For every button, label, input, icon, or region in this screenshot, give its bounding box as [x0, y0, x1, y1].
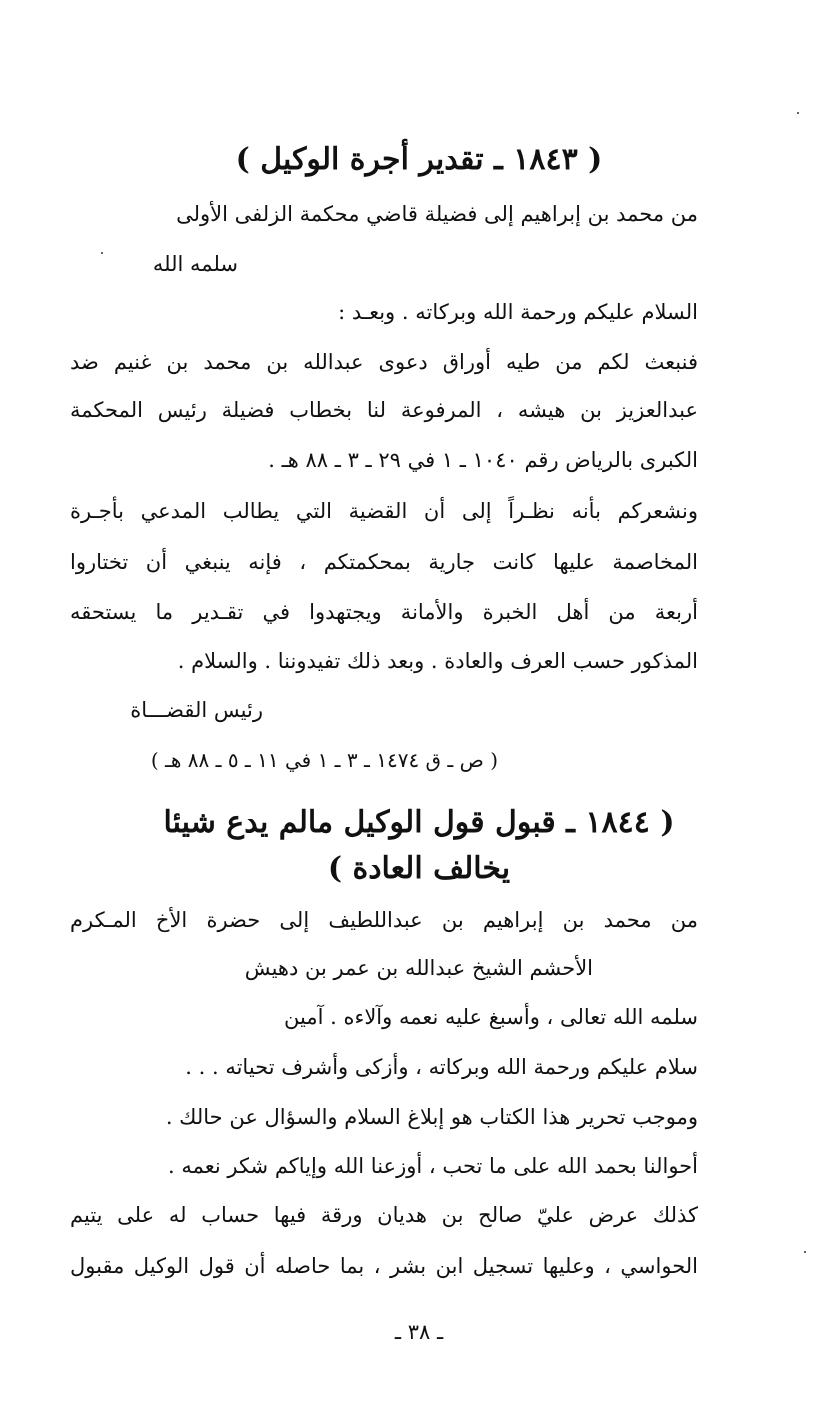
section-1843-heading: ( ١٨٤٣ ـ تقدير أجرة الوكيل ) [235, 142, 603, 177]
scan-speck [804, 1251, 806, 1253]
section-1843-body-line-5: المخاصمة عليها كانت جارية بمحكمتكم ، فإنه ينبغي أن تختاروا [70, 550, 698, 574]
scan-speck [797, 112, 799, 114]
section-1843-body-line-1: فنبعث لكم من طيه أوراق دعوى عبدالله بن محمد بن غنيم ضد [70, 350, 698, 374]
section-1843-greeting: السلام عليكم ورحمة الله وبركاته . وبعـد : [338, 300, 698, 324]
page-number: ـ ٣٨ ـ [394, 1320, 444, 1344]
section-1843-from-line-2: سلمه الله [152, 252, 238, 276]
section-1844-from-line-1: من محمد بن إبراهيم بن عبداللطيف إلى حضرة الأخ المـكرم [70, 908, 698, 932]
section-1844-body-line-3: أحوالنا بحمد الله على ما تحب ، أوزعنا الله وإياكم شكر نعمه . [167, 1154, 698, 1178]
section-1844-body-line-2: وموجب تحرير هذا الكتاب هو إبلاغ السلام والسؤال عن حالك . [165, 1105, 698, 1129]
signature: رئيس القضـــاة [130, 698, 263, 722]
section-1843-from-line-1: من محمد بن إبراهيم إلى فضيلة قاضي محكمة الزلفى الأولى [176, 202, 698, 226]
section-1843-body-line-3: الكبرى بالرياض رقم ١٠٤٠ ـ ١ في ٢٩ ـ ٣ ـ ٨٨ هـ . [268, 448, 698, 472]
scan-speck [101, 252, 103, 254]
section-1844-body-line-4: كذلك عرض عليّ صالح بن هديان ورقة فيها حساب له على يتيم [70, 1203, 698, 1227]
section-1844-from-line-2: الأحشم الشيخ عبدالله بن عمر بن دهيش [244, 956, 593, 980]
section-1844-blessing: سلمه الله تعالى ، وأسبغ عليه نعمه وآلاءه . آمين [284, 1005, 698, 1029]
section-1844-heading-line-1: ( ١٨٤٤ ـ قبول قول الوكيل مالم يدع شيئا [163, 805, 675, 840]
section-1844-body-line-1: سلام عليكم ورحمة الله وبركاته ، وأزكى وأشرف تحياته . . . [185, 1055, 698, 1079]
section-1844-heading-line-2: يخالف العادة ) [327, 851, 511, 886]
section-1843-body-line-2: عبدالعزيز بن هيشه ، المرفوعة لنا بخطاب فضيلة رئيس المحكمة [70, 398, 698, 422]
section-1843-body-line-4: ونشعركم بأنه نظـراً إلى أن القضية التي يطالب المدعي بأجـرة [70, 499, 698, 523]
reference-line: ( ص ـ ق ١٤٧٤ ـ ٣ ـ ١ في ١١ ـ ٥ ـ ٨٨ هـ ) [150, 748, 498, 772]
section-1844-body-line-5: الحواسي ، وعليها تسجيل ابن بشر ، بما حاصله أن قول الوكيل مقبول [70, 1254, 698, 1278]
section-1843-body-line-7: المذكور حسب العرف والعادة . وبعد ذلك تفيدوننا . والسلام . [177, 649, 698, 673]
section-1843-body-line-6: أربعة من أهل الخبرة والأمانة ويجتهدوا في تقـدير ما يستحقه [70, 600, 698, 624]
